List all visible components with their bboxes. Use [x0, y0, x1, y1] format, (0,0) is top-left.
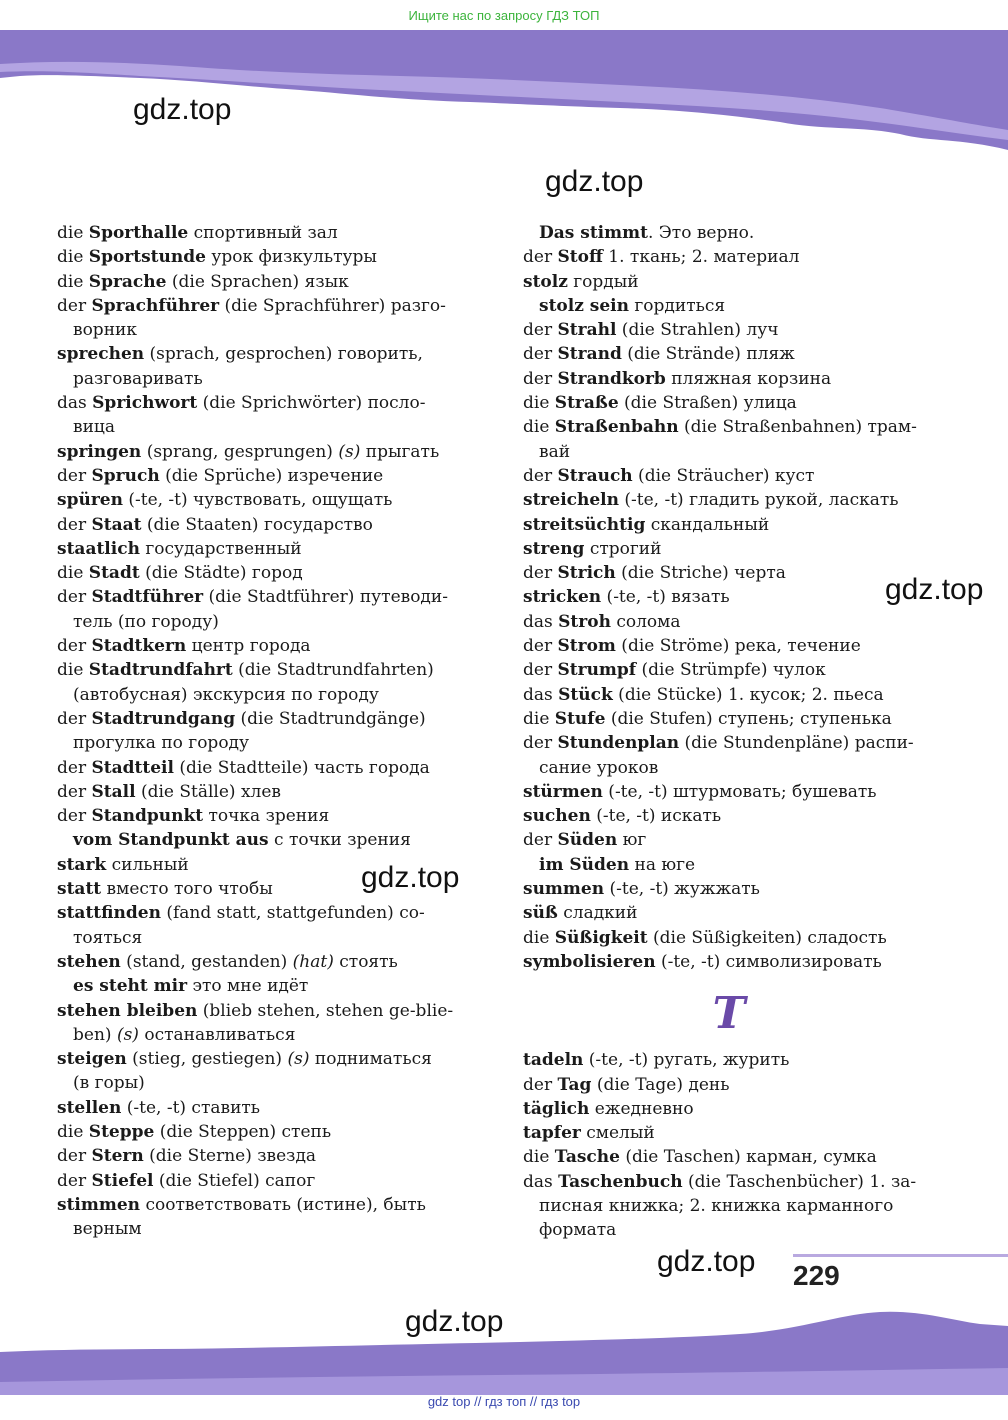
article: die	[57, 247, 89, 268]
headword: summen	[523, 879, 605, 900]
entry-continuation: останавливаться	[138, 1024, 296, 1045]
dictionary-entry	[523, 780, 935, 804]
entry-text: (fand statt, stattgefunden) со-	[160, 903, 425, 924]
entry-text: (die Taschen) карман, сумка	[619, 1147, 877, 1168]
entry-text: спортивный зал	[188, 223, 338, 243]
entry-text: гордый	[567, 271, 639, 292]
dictionary-entry	[523, 950, 935, 974]
headword: streicheln	[523, 490, 619, 511]
headword: Stadtteil	[91, 757, 174, 778]
entry-text: с точки зрения	[268, 830, 411, 851]
entry-text: (die Strahlen) луч	[616, 320, 779, 341]
entry-text: урок физкультуры	[205, 247, 377, 268]
entry-continuation: вай	[539, 441, 571, 462]
dictionary-entry	[523, 1073, 935, 1097]
footer-note: gdz top // гдз топ // гдз top	[427, 1394, 581, 1409]
entry-text: (-te, -t) чувствовать, ощущать	[122, 490, 393, 511]
entry-text: (-te, -t) символизировать	[655, 951, 882, 972]
dictionary-entry	[57, 1047, 471, 1096]
article: die	[523, 708, 555, 729]
headword: Stoff	[557, 247, 603, 268]
entry-text: смелый	[580, 1123, 655, 1144]
entry-text: скандальный	[645, 514, 770, 535]
entry-text: прыгать	[360, 441, 440, 462]
entry-text: (-te, -t) ставить	[121, 1097, 261, 1118]
dictionary-entry	[57, 1169, 471, 1193]
page-number-rule	[793, 1254, 1008, 1257]
entry-text: солома	[610, 611, 681, 632]
entry-text: . Это верно.	[647, 223, 755, 243]
article: der	[57, 1146, 92, 1167]
article: das	[57, 393, 93, 414]
dictionary-entry	[57, 780, 471, 804]
dictionary-entry	[57, 537, 471, 561]
entry-text: (die Sprichwörter) посло-	[197, 393, 426, 414]
headword: täglich	[523, 1098, 590, 1119]
headword: es steht mir	[73, 976, 188, 997]
entry-text: (stieg, gestiegen)	[126, 1049, 288, 1070]
dictionary-entry	[57, 1120, 471, 1144]
article: die	[57, 271, 89, 292]
entry-text: (die Tage) день	[591, 1074, 730, 1095]
entry-text: вместо того чтобы	[101, 879, 273, 900]
dictionary-entry	[523, 877, 935, 901]
dictionary-entry	[57, 270, 471, 294]
dictionary-entry	[57, 488, 471, 512]
dictionary-entry	[57, 1193, 471, 1242]
entry-continuation: тояться	[73, 927, 143, 948]
dictionary-entry	[57, 440, 471, 464]
dictionary-entry	[57, 999, 471, 1048]
dictionary-entry	[57, 828, 471, 852]
dictionary-entry	[57, 245, 471, 269]
entry-text: (die Stadtführer) путеводи-	[203, 587, 448, 608]
entry-text: пляжная корзина	[665, 368, 832, 389]
headword: Strahl	[557, 320, 617, 341]
dictionary-entry	[523, 634, 935, 658]
headword: tadeln	[523, 1050, 584, 1071]
article: der	[57, 514, 92, 535]
entry-text: (sprang, gesprungen)	[141, 441, 339, 462]
dictionary-entry	[523, 804, 935, 828]
entry-text: (die Städte) город	[139, 563, 303, 584]
watermark: gdz.top	[885, 573, 984, 606]
headword: streitsüchtig	[523, 514, 646, 535]
headword: Sprache	[88, 271, 167, 292]
article: der	[523, 320, 558, 341]
article: die	[57, 1121, 89, 1142]
bottom-banner	[0, 1290, 1008, 1395]
watermark: gdz.top	[545, 165, 644, 198]
headword: süß	[523, 903, 558, 924]
headword: Tasche	[554, 1147, 620, 1168]
dictionary-entry	[523, 585, 935, 609]
headword: steigen	[57, 1049, 127, 1070]
watermark: gdz.top	[657, 1245, 756, 1278]
dictionary-entry	[57, 1144, 471, 1168]
headword: Steppe	[88, 1121, 155, 1142]
entry-text: (die Striche) черта	[615, 563, 786, 584]
entry-text: государственный	[139, 538, 302, 559]
dictionary-entry	[523, 1145, 935, 1169]
entry-text: соответствовать (истине), быть	[140, 1194, 426, 1215]
headword: Straße	[554, 393, 619, 414]
article: der	[523, 368, 558, 389]
headword: Strauch	[557, 465, 633, 486]
entry-continuation: вица	[73, 417, 115, 438]
dictionary-entry	[523, 658, 935, 682]
page-number: 229	[793, 1260, 840, 1291]
dictionary-entry	[523, 901, 935, 925]
entry-continuation: (автобусная) экскурсия по городу	[73, 684, 379, 705]
dictionary-entry	[523, 464, 935, 488]
headword: vom Standpunkt aus	[73, 830, 269, 851]
headword: stehen bleiben	[57, 1000, 198, 1021]
headword: Stern	[91, 1146, 144, 1167]
headword: Spruch	[91, 465, 160, 486]
dictionary-entry	[523, 853, 935, 877]
headword: Stufe	[554, 708, 606, 729]
dictionary-entry	[57, 756, 471, 780]
article: die	[57, 223, 89, 243]
entry-text: (-te, -t) ругать, журить	[583, 1050, 790, 1071]
entry-text: (die Sprachen) язык	[166, 271, 349, 292]
dictionary-entry	[523, 245, 935, 269]
dictionary-entry	[523, 488, 935, 512]
headword: Standpunkt	[91, 806, 204, 827]
headword: stürmen	[523, 781, 603, 802]
entry-text: сильный	[106, 854, 189, 875]
entry-continuation: писная книжка; 2. книжка карманного	[539, 1195, 894, 1216]
entry-text: (blieb stehen, stehen ge-blie-	[197, 1000, 454, 1021]
dictionary-entry	[57, 658, 471, 707]
dictionary-entry	[523, 561, 935, 585]
entry-text: (die Straßenbahnen) трам-	[678, 417, 917, 438]
dictionary-entry	[523, 415, 935, 464]
dictionary-entry	[57, 974, 471, 998]
entry-text: (die Stundenpläne) распи-	[679, 733, 914, 754]
entry-text: (die Strümpfe) чулок	[636, 660, 826, 681]
article: der	[57, 295, 92, 316]
entry-text: подниматься	[309, 1049, 432, 1070]
dictionary-entry	[523, 731, 935, 780]
dictionary-entry	[523, 1048, 935, 1072]
headword: sprechen	[57, 344, 145, 365]
dictionary-entry	[523, 342, 935, 366]
headword: Stundenplan	[557, 733, 680, 754]
headword: Stall	[91, 781, 136, 802]
headword: Tag	[557, 1074, 592, 1095]
dictionary-entry	[57, 853, 471, 877]
headword: Stiefel	[91, 1170, 154, 1191]
headword: stellen	[57, 1097, 122, 1118]
dictionary-entry	[57, 513, 471, 537]
dictionary-entry	[57, 585, 471, 634]
dictionary-entry	[523, 707, 935, 731]
dictionary-entry	[57, 877, 471, 901]
article: die	[57, 660, 89, 681]
dictionary-entry	[523, 294, 935, 318]
entry-text: (-te, -t) вязать	[601, 587, 730, 608]
entry-text: стоять	[333, 951, 398, 972]
headword: Stadtrundfahrt	[88, 660, 233, 681]
article: der	[523, 465, 558, 486]
dictionary-entry	[523, 318, 935, 342]
headword: stimmen	[57, 1194, 141, 1215]
headword: Sprichwort	[92, 393, 198, 414]
entry-continuation: прогулка по городу	[73, 733, 250, 754]
headword: streng	[523, 538, 585, 559]
entries-t	[523, 1048, 935, 1242]
dictionary-entry	[523, 828, 935, 852]
dictionary-entry	[57, 707, 471, 756]
dictionary-entry	[57, 561, 471, 585]
dictionary-entry	[523, 221, 935, 245]
entry-continuation: (в горы)	[73, 1073, 145, 1094]
dictionary-entry	[57, 950, 471, 974]
article: die	[523, 927, 555, 948]
headword: Stück	[558, 684, 613, 705]
entry-text: (die Stiefel) сапог	[153, 1170, 316, 1191]
entry-text: 1. ткань; 2. материал	[602, 247, 800, 268]
article: der	[523, 563, 558, 584]
dictionary-entry	[523, 391, 935, 415]
headword: Taschenbuch	[558, 1171, 683, 1192]
entry-text: юг	[617, 830, 647, 851]
entry-text: (-te, -t) жужжать	[604, 879, 760, 900]
dictionary-entry	[57, 804, 471, 828]
article: der	[523, 247, 558, 268]
watermark: gdz.top	[405, 1305, 504, 1338]
entry-text: центр города	[186, 636, 311, 657]
entry-text: (die Stadtrundfahrten)	[232, 660, 434, 681]
entry-continuation: ворник	[73, 320, 137, 341]
entry-text: (die Ställe) хлев	[135, 781, 281, 802]
article: der	[57, 587, 92, 608]
entry-text: (die Straßen) улица	[618, 393, 797, 414]
headword: staatlich	[57, 538, 140, 559]
dictionary-column-right	[523, 221, 935, 1243]
dictionary-entry	[523, 367, 935, 391]
headword: Sporthalle	[88, 223, 189, 243]
headword: springen	[57, 441, 142, 462]
headword: Staat	[91, 514, 142, 535]
headword: Straßenbahn	[554, 417, 679, 438]
dictionary-entry	[523, 513, 935, 537]
dictionary-entry	[57, 294, 471, 343]
entry-continuation: тель (по городу)	[73, 611, 219, 632]
article: die	[57, 563, 89, 584]
entry-text: (die Steppen) степь	[154, 1121, 332, 1142]
entry-text: (die Stufen) ступень; ступенька	[605, 708, 892, 729]
dictionary-entry	[523, 1121, 935, 1145]
entries-s	[523, 221, 935, 974]
dictionary-entry	[57, 634, 471, 658]
entry-continuation: ben)	[73, 1024, 117, 1045]
entry-text: (-te, -t) гладить рукой, ласкать	[619, 490, 899, 511]
dictionary-entry	[57, 221, 471, 245]
entry-text: (die Taschenbücher) 1. за-	[682, 1171, 917, 1192]
section-letter: T	[712, 988, 746, 1040]
headword: im Süden	[539, 854, 630, 875]
entry-aux: (s)	[287, 1049, 310, 1070]
entry-text: сладкий	[557, 903, 638, 924]
entry-text: (die Sterne) звезда	[143, 1146, 317, 1167]
dictionary-entry	[523, 537, 935, 561]
entry-aux: (hat)	[292, 951, 334, 972]
article: die	[523, 393, 555, 414]
entry-continuation: формата	[539, 1220, 617, 1241]
article: der	[523, 344, 558, 365]
headword: statt	[57, 879, 102, 900]
headword: Strom	[557, 636, 616, 657]
entry-text: (die Stadtrundgänge)	[235, 708, 426, 729]
headword: Das stimmt	[539, 223, 648, 243]
dictionary-entry	[57, 342, 471, 391]
headword: symbolisieren	[523, 951, 656, 972]
article: der	[57, 781, 92, 802]
headword: Sprachführer	[91, 295, 220, 316]
entry-text: точка зрения	[203, 806, 330, 827]
article: die	[523, 417, 555, 438]
article: der	[523, 830, 558, 851]
dictionary-entry	[523, 1097, 935, 1121]
dictionary-entry	[523, 1170, 935, 1243]
dictionary-entry	[523, 926, 935, 950]
headword: Strumpf	[557, 660, 637, 681]
dictionary-entry	[523, 270, 935, 294]
headword: stolz	[523, 271, 568, 292]
dictionary-entry	[523, 683, 935, 707]
headword: stolz sein	[539, 295, 629, 316]
entry-continuation: разговаривать	[73, 368, 203, 389]
entry-text: (die Stadtteile) часть города	[173, 757, 430, 778]
entry-text: (die Staaten) государство	[141, 514, 373, 535]
watermark: gdz.top	[133, 93, 232, 126]
article: der	[523, 1074, 558, 1095]
article: der	[57, 757, 92, 778]
headword: Stadt	[88, 563, 140, 584]
entry-text: гордиться	[629, 295, 726, 316]
article: der	[523, 636, 558, 657]
entry-text: на юге	[629, 854, 696, 875]
entry-text: это мне идёт	[187, 976, 309, 997]
headword: stricken	[523, 587, 602, 608]
headword: stark	[57, 854, 107, 875]
entry-continuation: сание уроков	[539, 757, 659, 778]
dictionary-entry	[57, 464, 471, 488]
entry-continuation: верным	[73, 1219, 142, 1240]
headword: tapfer	[523, 1123, 581, 1144]
article: der	[523, 660, 558, 681]
headword: Stadtführer	[91, 587, 204, 608]
watermark: gdz.top	[361, 861, 460, 894]
entry-text: (die Sträucher) куст	[632, 465, 815, 486]
entry-text: ежедневно	[589, 1098, 694, 1119]
article: der	[57, 708, 92, 729]
entry-text: строгий	[584, 538, 662, 559]
entry-text: (die Sprachführer) разго-	[219, 295, 446, 316]
headword: Strandkorb	[557, 368, 666, 389]
entry-text: (sprach, gesprochen) говорить,	[144, 344, 423, 365]
entry-text: (-te, -t) искать	[590, 806, 722, 827]
header-note: Ищите нас по запросу ГДЗ ТОП	[408, 8, 600, 23]
headword: Stadtrundgang	[91, 708, 236, 729]
headword: stattfinden	[57, 903, 161, 924]
article: das	[523, 611, 559, 632]
dictionary-entry	[57, 391, 471, 440]
article: das	[523, 1171, 559, 1192]
entry-text: (die Sprüche) изречение	[159, 465, 384, 486]
headword: suchen	[523, 806, 591, 827]
article: der	[523, 733, 558, 754]
headword: Sportstunde	[88, 247, 206, 268]
headword: Süßigkeit	[554, 927, 648, 948]
dictionary-entry	[57, 1096, 471, 1120]
article: der	[57, 465, 92, 486]
headword: Stadtkern	[91, 636, 187, 657]
entry-text: (die Stücke) 1. кусок; 2. пьеса	[612, 684, 884, 705]
headword: stehen	[57, 951, 121, 972]
headword: Strich	[557, 563, 616, 584]
entry-text: (die Ströme) река, течение	[615, 636, 861, 657]
dictionary-column-left	[57, 221, 471, 1241]
article: die	[523, 1147, 555, 1168]
article: das	[523, 684, 559, 705]
entry-aux: (s)	[116, 1024, 139, 1045]
article: der	[57, 806, 92, 827]
headword: Strand	[557, 344, 622, 365]
headword: Süden	[557, 830, 618, 851]
entry-text: (die Strände) пляж	[621, 344, 795, 365]
dictionary-entry	[523, 610, 935, 634]
entry-text: (die Süßigkeiten) сладость	[647, 927, 887, 948]
entry-aux: (s)	[338, 441, 361, 462]
entry-text: (stand, gestanden)	[120, 951, 293, 972]
headword: Stroh	[558, 611, 611, 632]
headword: spüren	[57, 490, 123, 511]
article: der	[57, 1170, 92, 1191]
entry-text: (-te, -t) штурмовать; бушевать	[602, 781, 877, 802]
article: der	[57, 636, 92, 657]
dictionary-entry	[57, 901, 471, 950]
